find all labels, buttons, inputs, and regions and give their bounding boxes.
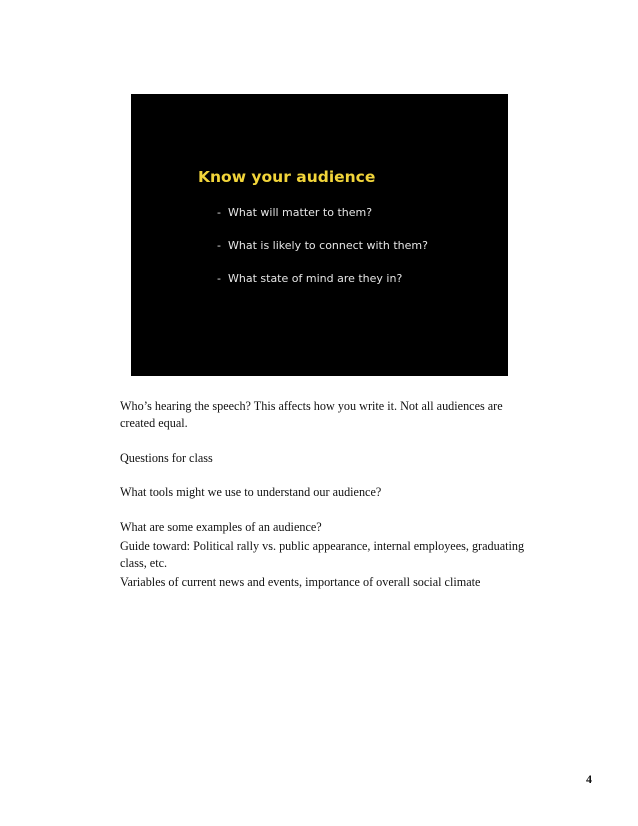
bullet-dash: - xyxy=(217,206,221,219)
slide-bullet-text: What will matter to them? xyxy=(228,206,373,219)
page-number: 4 xyxy=(586,772,592,786)
slide-title: Know your audience xyxy=(198,168,376,186)
notes-guide: Guide toward: Political rally vs. public appearance, internal employees, graduating class, etc. xyxy=(120,539,525,570)
notes-intro: Who’s hearing the speech? This affects how you write it. Not all audiences are created equal. xyxy=(120,399,503,430)
slide-bullet xyxy=(217,239,428,272)
slide-bullet-list xyxy=(217,206,428,305)
speaker-notes xyxy=(120,398,540,591)
slide-image xyxy=(131,94,508,376)
slide-bullet-text: What is likely to connect with them? xyxy=(228,239,428,252)
notes-question-examples: What are some examples of an audience? xyxy=(120,520,322,534)
slide-bullet xyxy=(217,206,428,239)
bullet-dash: - xyxy=(217,239,221,252)
slide-bullet xyxy=(217,272,428,305)
bullet-dash: - xyxy=(217,272,221,285)
notes-variables: Variables of current news and events, importance of overall social climate xyxy=(120,575,481,589)
slide-bullet-text: What state of mind are they in? xyxy=(228,272,403,285)
notes-questions-heading: Questions for class xyxy=(120,451,213,465)
notes-question-tools: What tools might we use to understand our audience? xyxy=(120,485,382,499)
